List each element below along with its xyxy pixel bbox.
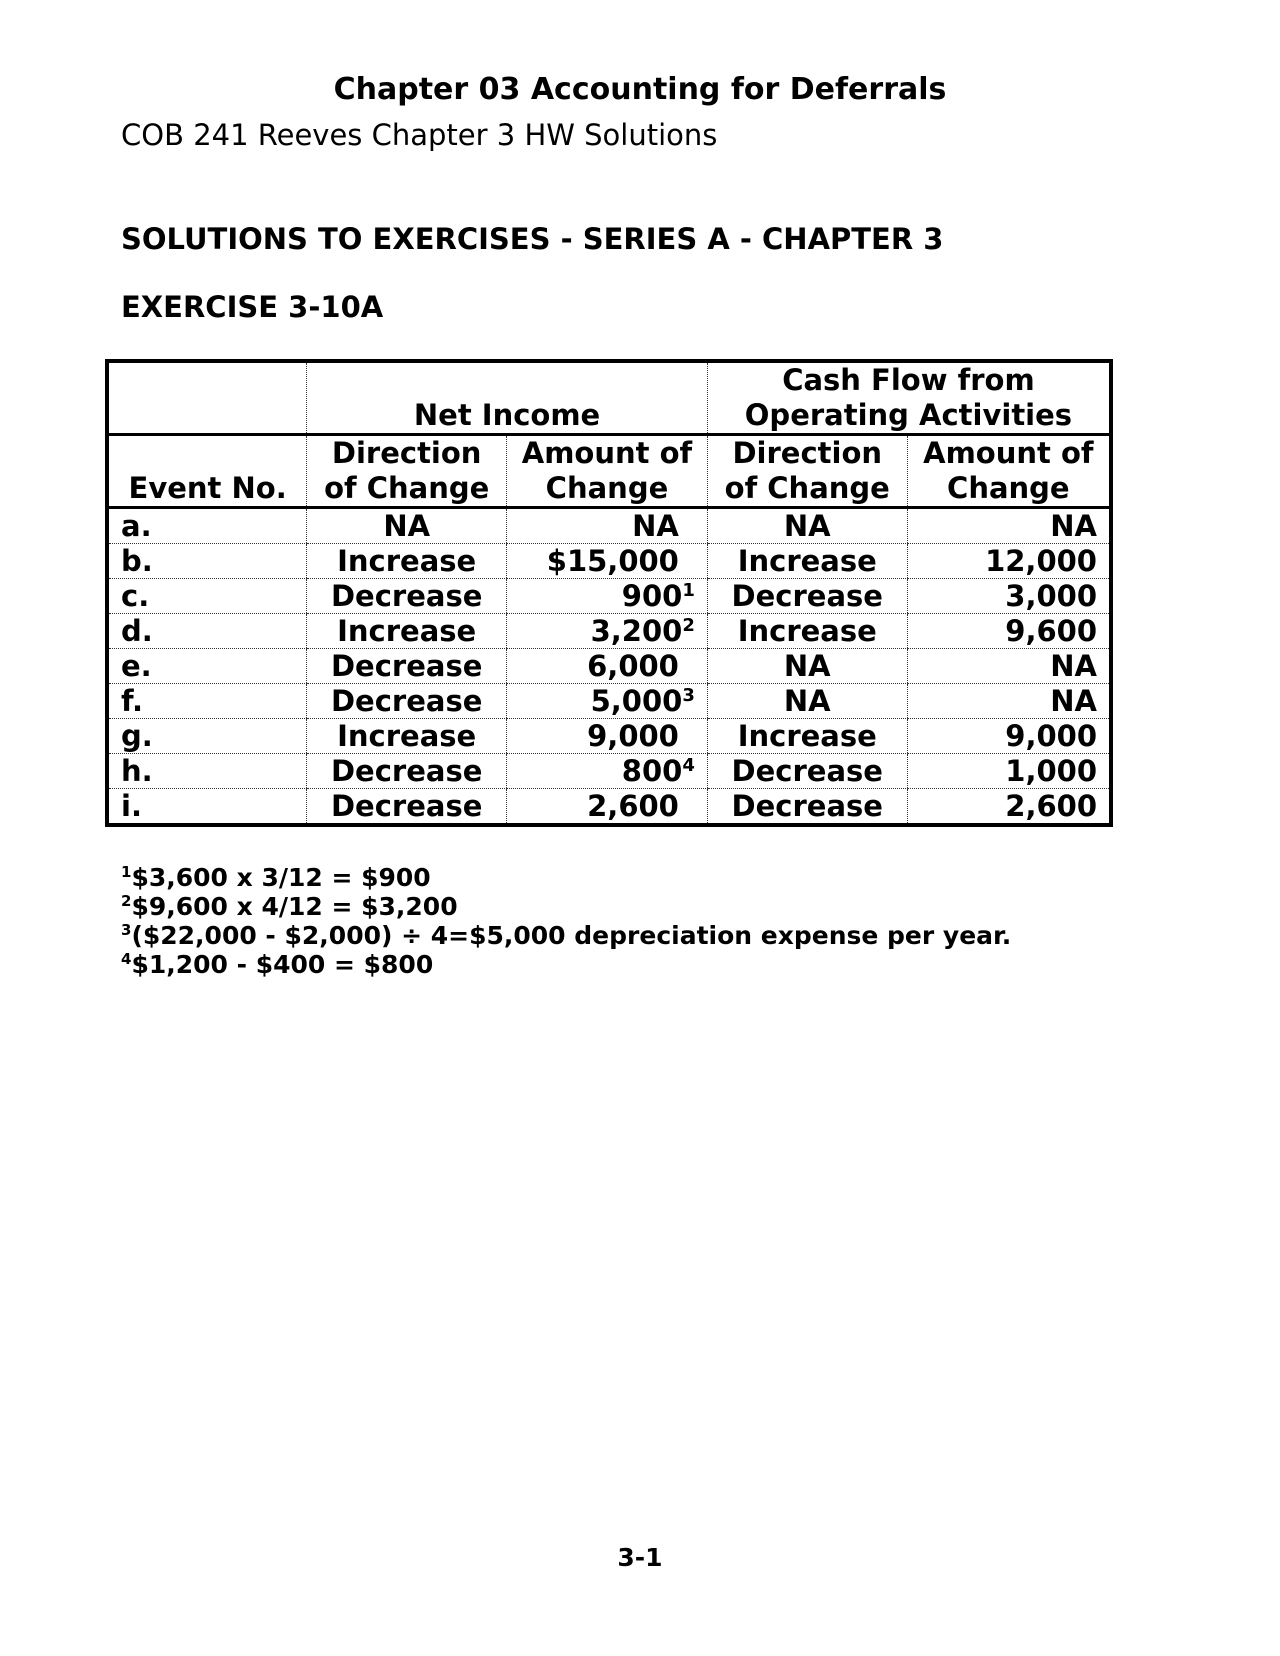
- footnote: $^4$\$1,200 - $400 = $800: [121, 950, 434, 979]
- table-row: [107, 754, 1111, 789]
- ni-amount-cell: $15,000: [507, 544, 708, 579]
- cf-direction-cell: Increase: [707, 719, 907, 754]
- cash-flow-header: Cash Flow from Operating Activities: [707, 361, 1111, 435]
- footnote-marker: 2: [682, 615, 695, 636]
- table-row: [107, 544, 1111, 579]
- table-row: [107, 614, 1111, 649]
- ni-direction-cell: Increase: [307, 614, 507, 649]
- event-cell: a.: [107, 508, 307, 544]
- footnote: $^2$\$9,600 x 4/12 = $3,200: [121, 892, 458, 921]
- ni-amount-cell: 6,000: [507, 649, 708, 684]
- event-cell: i.: [121, 789, 142, 823]
- footnote-marker: 1: [682, 580, 695, 601]
- ni-direction-cell: Decrease: [307, 754, 507, 789]
- page-number: 3-1: [617, 1543, 663, 1572]
- ni-amount-cell: 9,000: [507, 719, 708, 754]
- event-cell: g.: [107, 719, 307, 754]
- event-no-header: Event No.: [107, 435, 307, 508]
- solutions-table: [105, 359, 1113, 827]
- table-row: [107, 579, 1111, 614]
- cf-direction-cell: Increase: [707, 544, 907, 579]
- cf-amount-cell: 2,600: [907, 789, 1111, 826]
- cf-direction-cell: Decrease: [707, 754, 907, 789]
- exercise-heading: EXERCISE 3-10A: [121, 290, 384, 324]
- ni-direction-cell: Decrease: [307, 579, 507, 614]
- cf-amount-cell: 12,000: [907, 544, 1111, 579]
- ni-direction-cell: Decrease: [307, 684, 507, 719]
- event-cell: c.: [107, 579, 307, 614]
- cf-amount-cell: 9,000: [907, 719, 1111, 754]
- cf-direction-cell: NA: [707, 684, 907, 719]
- document-subtitle: COB 241 Reeves Chapter 3 HW Solutions: [121, 118, 718, 152]
- ni-amount-cell: 5,000$^3$: [507, 684, 708, 719]
- event-cell: e.: [107, 649, 307, 684]
- event-cell: d.: [107, 614, 307, 649]
- event-cell: h.: [107, 754, 307, 789]
- ni-direction-cell: NA: [307, 508, 507, 544]
- section-heading: SOLUTIONS TO EXERCISES - SERIES A - CHAPTER 3: [121, 222, 944, 256]
- cf-amount-cell: NA: [907, 508, 1111, 544]
- cf-amount-cell: NA: [907, 684, 1111, 719]
- chapter-title: Chapter 03 Accounting for Deferrals: [333, 72, 947, 107]
- footnotes: [121, 863, 1011, 979]
- event-cell: f.: [107, 684, 307, 719]
- ni-amount-cell: NA: [507, 508, 708, 544]
- footnote: $^1$\$3,600 x 3/12 = $900: [121, 863, 431, 892]
- ni-direction-header: Direction of Change: [307, 435, 507, 508]
- cf-amount-cell: 9,600: [907, 614, 1111, 649]
- footnote-marker: 3: [682, 685, 695, 706]
- table-row: [107, 649, 1111, 684]
- cf-direction-cell: Decrease: [707, 789, 907, 826]
- footnote: $^3$($22,000 - $2,000) ÷ 4=$5,000 depreciation expense per year.: [121, 921, 1012, 950]
- table-group-header-row: [107, 361, 1111, 435]
- ni-amount-cell: $800^4$: [507, 754, 708, 789]
- cf-direction-cell: NA: [707, 649, 907, 684]
- cf-direction-cell: Increase: [707, 614, 907, 649]
- ni-direction-cell: Decrease: [307, 649, 507, 684]
- cf-amount-cell: NA: [907, 649, 1111, 684]
- ni-direction-cell: Increase: [307, 719, 507, 754]
- cf-amount-cell: 3,000: [907, 579, 1111, 614]
- cf-amount-cell: 1,000: [907, 754, 1111, 789]
- footnote-marker: 4: [682, 755, 695, 776]
- ni-amount-cell: 2,600: [507, 789, 708, 826]
- ni-direction-cell: Increase: [307, 544, 507, 579]
- ni-amount-header: Amount of Change: [507, 435, 708, 508]
- cf-direction-header: Direction of Change: [707, 435, 907, 508]
- event-cell: b.: [107, 544, 307, 579]
- cf-direction-cell: NA: [707, 508, 907, 544]
- ni-amount-cell: $900^1$: [507, 579, 708, 614]
- table-column-header-row: [107, 435, 1111, 508]
- ni-direction-cell: Decrease: [307, 789, 507, 826]
- cf-amount-header: Amount of Change: [907, 435, 1111, 508]
- header-empty-cell: [107, 361, 307, 435]
- cf-direction-cell: Decrease: [707, 579, 907, 614]
- table-row: [107, 508, 1111, 544]
- table-row: [107, 789, 1111, 826]
- ni-amount-cell: 3,200$^2$: [507, 614, 708, 649]
- table-row: [107, 719, 1111, 754]
- net-income-header: Net Income: [307, 361, 708, 435]
- table-row: [107, 684, 1111, 719]
